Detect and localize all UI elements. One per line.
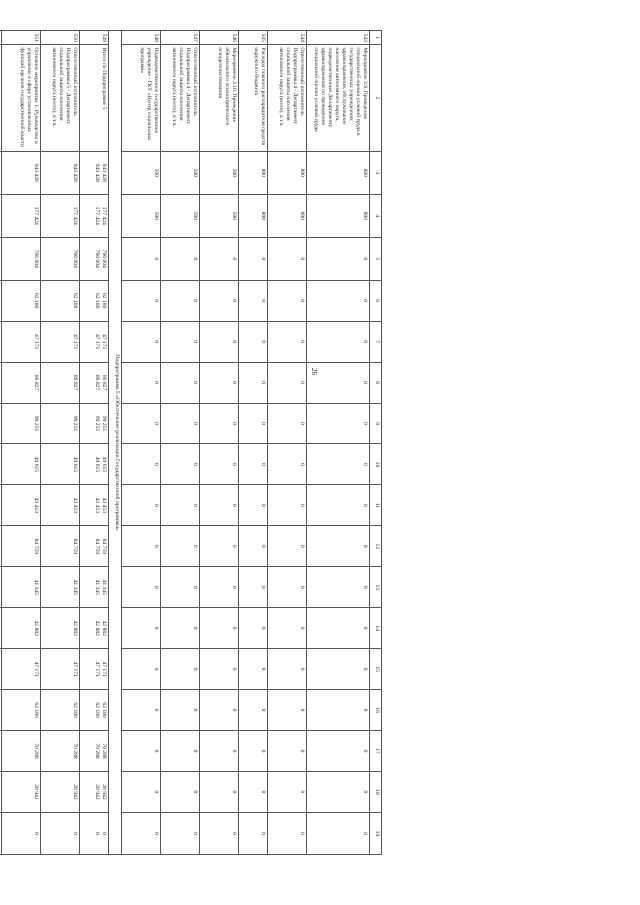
value-cell	[0, 237, 2, 280]
value-cell: 47 171	[41, 649, 80, 690]
value-cell: 943 428	[2, 151, 41, 194]
table-row	[0, 31, 2, 855]
value-cell: 800	[307, 151, 370, 194]
value-cell: 0	[200, 403, 239, 444]
value-cell: 49 615	[41, 444, 80, 485]
row-name	[0, 45, 2, 151]
value-cell: 0	[200, 280, 239, 321]
value-cell: 0	[200, 812, 239, 854]
column-number: 16	[370, 690, 382, 731]
table-row	[307, 31, 370, 855]
value-cell: 0	[161, 444, 200, 485]
value-cell: 0	[122, 608, 161, 649]
value-cell: 0	[200, 321, 239, 362]
value-cell: 0	[307, 403, 370, 444]
row-number: 549	[80, 31, 109, 45]
value-cell: 0	[200, 690, 239, 731]
column-number: 3	[370, 151, 382, 194]
value-line: 70 288	[101, 743, 107, 759]
value-cell: 0	[307, 485, 370, 526]
row-name: Основное мероприятие 1. Руководство и управление в сфере установленных функций органов государственной власти	[2, 45, 41, 151]
value-cell: 43 413	[41, 485, 80, 526]
value-line: 47 171	[101, 661, 107, 677]
value-line: 62 180	[101, 702, 107, 718]
table-row	[80, 31, 109, 855]
row-name: Ответственный исполнитель Подпрограммы 4 - Департамент социальной защиты населения автономного округа (всего), в т.ч.	[268, 45, 307, 151]
value-cell: 0	[122, 771, 161, 812]
column-number: 9	[370, 403, 382, 444]
value-cell	[0, 362, 2, 403]
value-cell: 84 759	[41, 526, 80, 567]
value-line: 766 004	[94, 249, 101, 268]
value-line: 47 171	[101, 333, 107, 350]
value-cell: 28 942	[2, 771, 41, 812]
value-cell: 0	[239, 403, 268, 444]
value-cell: 500	[161, 194, 200, 237]
value-cell: 500	[161, 151, 200, 194]
value-cell: 766 004	[2, 237, 41, 280]
value-line: 70 288	[94, 743, 101, 759]
value-cell: 0	[122, 812, 161, 854]
value-cell	[0, 280, 2, 321]
value-line: 47 171	[94, 333, 101, 350]
table-row	[41, 31, 80, 855]
value-cell: 0	[268, 280, 307, 321]
value-cell: 500	[200, 194, 239, 237]
value-cell: 62 180	[41, 690, 80, 731]
row-name: Ответственный исполнитель Подпрограммы 4 - Департамент социальной защиты населения автономного округа (всего), в т.ч.	[161, 45, 200, 151]
row-name: Расходы главного распорядителя средств окружного бюджета	[239, 45, 268, 151]
value-cell: 800	[307, 194, 370, 237]
value-cell: 43 413	[2, 485, 41, 526]
value-cell: 0	[200, 771, 239, 812]
value-cell: 0	[161, 321, 200, 362]
value-cell	[80, 403, 109, 444]
value-cell	[80, 280, 109, 321]
value-cell: 0	[307, 321, 370, 362]
value-cell	[80, 362, 109, 403]
value-line: 84 759	[94, 538, 101, 555]
value-cell: 0	[268, 444, 307, 485]
value-cell: 62 180	[2, 690, 41, 731]
value-cell: 0	[239, 485, 268, 526]
value-line: 49 615	[94, 456, 101, 473]
value-cell: 86 827	[41, 362, 80, 403]
value-cell: 99 251	[2, 403, 41, 444]
value-cell: 0	[307, 771, 370, 812]
value-line: 99 251	[94, 415, 101, 432]
column-number: 17	[370, 731, 382, 772]
row-number: 551	[2, 31, 41, 45]
value-cell: 62 180	[41, 280, 80, 321]
column-number: 14	[370, 608, 382, 649]
value-cell: 0	[239, 567, 268, 608]
row-name: Итого по Подпрограмме 5	[80, 45, 109, 151]
value-line: 99 251	[101, 415, 107, 432]
row-name: Мероприятие 3.10. Проведение обязательного психиатрического освидетельствования	[200, 45, 239, 151]
value-cell	[0, 649, 2, 690]
value-cell: 0	[268, 403, 307, 444]
value-line: 62 180	[94, 293, 101, 309]
table-row	[268, 31, 307, 855]
table-row	[200, 31, 239, 855]
row-number: 545	[239, 31, 268, 45]
column-number: 1	[370, 31, 382, 45]
value-cell: 0	[161, 731, 200, 772]
section-title: Подпрограмма 5 «Обеспечение реализации Государственной программы»	[109, 31, 122, 855]
value-cell: 0	[307, 526, 370, 567]
column-number: 10	[370, 444, 382, 485]
value-cell: 500	[122, 151, 161, 194]
value-cell: 0	[161, 812, 200, 854]
value-cell	[0, 194, 2, 237]
value-cell: 500	[122, 194, 161, 237]
value-cell: 0	[122, 280, 161, 321]
value-cell: 0	[268, 362, 307, 403]
value-cell: 0	[122, 403, 161, 444]
value-cell: 0	[122, 485, 161, 526]
value-cell: 0	[161, 280, 200, 321]
value-cell	[80, 485, 109, 526]
value-cell: 0	[268, 567, 307, 608]
value-cell: 0	[239, 731, 268, 772]
value-cell: 0	[2, 812, 41, 854]
value-cell: 0	[122, 362, 161, 403]
value-cell: 84 759	[2, 526, 41, 567]
value-cell: 0	[200, 649, 239, 690]
value-cell: 0	[239, 771, 268, 812]
value-cell: 62 180	[2, 280, 41, 321]
value-line: 41 345	[101, 579, 107, 595]
value-cell: 0	[239, 362, 268, 403]
value-cell: 0	[307, 608, 370, 649]
value-cell: 800	[239, 194, 268, 237]
row-name: Ответственный исполнитель Подпрограммы 5 - Департамент социальной защиты населения автономного округа (всего), в т.ч.	[41, 45, 80, 151]
table-header-row	[370, 31, 382, 855]
value-cell	[80, 194, 109, 237]
value-cell: 0	[239, 649, 268, 690]
row-number: 550	[41, 31, 80, 45]
value-cell	[80, 151, 109, 194]
value-line: 28 942	[101, 784, 107, 800]
value-cell	[80, 526, 109, 567]
value-cell: 0	[200, 485, 239, 526]
value-cell: 0	[268, 812, 307, 854]
value-cell: 0	[161, 526, 200, 567]
value-cell	[0, 444, 2, 485]
value-cell: 0	[161, 690, 200, 731]
value-cell: 0	[200, 608, 239, 649]
value-line: 62 180	[101, 293, 107, 309]
table-row	[161, 31, 200, 855]
column-number: 4	[370, 194, 382, 237]
value-cell	[80, 649, 109, 690]
value-cell: 800	[268, 194, 307, 237]
value-cell: 0	[307, 237, 370, 280]
value-cell: 0	[122, 690, 161, 731]
value-cell	[0, 608, 2, 649]
value-cell: 0	[239, 237, 268, 280]
value-cell: 0	[307, 649, 370, 690]
value-cell: 0	[122, 649, 161, 690]
value-cell: 0	[268, 608, 307, 649]
value-cell: 0	[239, 280, 268, 321]
value-cell: 70 288	[2, 731, 41, 772]
value-line: 943 428	[94, 163, 101, 182]
value-cell	[0, 690, 2, 731]
value-cell	[0, 731, 2, 772]
table-row	[239, 31, 268, 855]
value-cell: 0	[161, 649, 200, 690]
value-cell: 0	[307, 567, 370, 608]
value-cell: 0	[239, 690, 268, 731]
row-number: 548	[122, 31, 161, 45]
value-cell: 0	[307, 444, 370, 485]
value-cell: 0	[268, 690, 307, 731]
value-cell: 0	[122, 237, 161, 280]
value-cell: 0	[268, 321, 307, 362]
value-cell: 0	[268, 237, 307, 280]
value-cell: 0	[268, 485, 307, 526]
value-cell: 0	[268, 771, 307, 812]
value-cell: 0	[161, 485, 200, 526]
value-cell: 0	[161, 362, 200, 403]
value-cell: 0	[239, 608, 268, 649]
value-cell: 0	[239, 444, 268, 485]
value-line: 43 413	[94, 497, 101, 514]
value-cell: 0	[239, 812, 268, 854]
value-cell: 47 171	[2, 649, 41, 690]
value-line: 177 424	[94, 206, 101, 225]
value-cell: 0	[307, 362, 370, 403]
value-cell	[0, 403, 2, 444]
value-cell: 0	[239, 526, 268, 567]
value-cell: 800	[268, 151, 307, 194]
value-cell: 0	[307, 280, 370, 321]
value-cell	[80, 321, 109, 362]
section-row	[109, 31, 122, 855]
value-line: 42 882	[94, 620, 101, 636]
value-cell	[0, 812, 2, 854]
value-cell: 41 345	[41, 567, 80, 608]
row-number: 546	[200, 31, 239, 45]
value-cell: 42 882	[41, 608, 80, 649]
value-cell: 177 424	[2, 194, 41, 237]
value-cell: 0	[161, 608, 200, 649]
value-cell: 0	[161, 403, 200, 444]
value-cell: 0	[200, 362, 239, 403]
value-cell: 177 424	[41, 194, 80, 237]
value-cell: 0	[161, 237, 200, 280]
value-cell	[0, 526, 2, 567]
value-line: 0	[94, 832, 101, 835]
column-number: 6	[370, 280, 382, 321]
value-cell: 0	[200, 567, 239, 608]
column-number: 15	[370, 649, 382, 690]
rotated-table-sheet	[19, 30, 382, 855]
value-cell: 0	[268, 731, 307, 772]
row-number: 547	[161, 31, 200, 45]
value-line: 28 942	[94, 784, 101, 800]
column-number: 18	[370, 771, 382, 812]
program-budget-table	[0, 30, 382, 855]
column-number: 19	[370, 812, 382, 854]
row-name: Мероприятие 3.9. Проведение специальной оценки условий труда в государственных учреждениях здравоохранения, обслуживание населения автономного округа, подведомственных Департаменту здравоохранения по проведению специальной оценки условий труда	[307, 45, 370, 151]
value-cell: 943 428	[41, 151, 80, 194]
value-cell	[80, 812, 109, 854]
value-cell: 0	[307, 812, 370, 854]
value-line: 43 413	[101, 497, 107, 514]
value-cell: 99 251	[41, 403, 80, 444]
value-cell	[80, 444, 109, 485]
value-line: 41 345	[94, 579, 101, 595]
row-name: Подведомственное государственное учреждение - ГКУ «Центр социальных программ»	[122, 45, 161, 151]
column-number: 8	[370, 362, 382, 403]
value-cell: 42 882	[2, 608, 41, 649]
table-row	[122, 31, 161, 855]
column-number: 2	[370, 45, 382, 151]
table-row	[2, 31, 41, 855]
value-cell: 47 171	[41, 321, 80, 362]
value-line: 86 827	[101, 374, 107, 391]
value-cell: 0	[122, 526, 161, 567]
row-number	[0, 31, 2, 45]
value-line: 47 171	[94, 661, 101, 677]
value-cell	[80, 771, 109, 812]
value-cell: 0	[161, 567, 200, 608]
value-cell: 0	[239, 321, 268, 362]
value-cell: 0	[200, 731, 239, 772]
value-cell: 86 827	[2, 362, 41, 403]
value-line: 42 882	[101, 620, 107, 636]
value-line: 86 827	[94, 374, 101, 391]
value-cell	[80, 731, 109, 772]
value-line: 62 180	[94, 702, 101, 718]
column-number: 11	[370, 485, 382, 526]
column-number: 13	[370, 567, 382, 608]
value-cell: 70 288	[41, 731, 80, 772]
value-cell: 0	[268, 526, 307, 567]
value-cell: 0	[122, 444, 161, 485]
value-line: 49 615	[101, 456, 107, 473]
column-number: 7	[370, 321, 382, 362]
value-cell: 0	[268, 649, 307, 690]
value-cell: 0	[161, 771, 200, 812]
value-cell: 500	[200, 151, 239, 194]
value-cell: 0	[41, 812, 80, 854]
value-cell: 28 942	[41, 771, 80, 812]
value-cell: 41 345	[2, 567, 41, 608]
value-cell: 0	[200, 444, 239, 485]
value-cell	[80, 690, 109, 731]
column-number: 5	[370, 237, 382, 280]
value-cell: 800	[239, 151, 268, 194]
column-number: 12	[370, 526, 382, 567]
value-cell: 0	[307, 690, 370, 731]
value-cell: 0	[122, 731, 161, 772]
value-cell: 0	[122, 567, 161, 608]
row-number: 543	[307, 31, 370, 45]
value-cell: 0	[200, 237, 239, 280]
value-cell	[0, 151, 2, 194]
value-cell	[80, 608, 109, 649]
value-line: 766 004	[101, 249, 107, 268]
value-line: 943 428	[101, 163, 107, 182]
page-number: 26	[310, 368, 318, 375]
value-line: 0	[101, 832, 107, 835]
value-cell: 0	[122, 321, 161, 362]
row-number: 544	[268, 31, 307, 45]
value-cell	[0, 321, 2, 362]
value-cell	[0, 771, 2, 812]
value-cell: 47 171	[2, 321, 41, 362]
value-line: 84 759	[101, 538, 107, 555]
value-cell: 0	[307, 731, 370, 772]
value-cell: 49 615	[2, 444, 41, 485]
value-cell	[0, 485, 2, 526]
value-cell	[80, 237, 109, 280]
value-cell: 0	[200, 526, 239, 567]
value-cell	[0, 567, 2, 608]
value-line: 177 424	[101, 206, 107, 225]
value-cell	[80, 567, 109, 608]
value-cell: 766 004	[41, 237, 80, 280]
